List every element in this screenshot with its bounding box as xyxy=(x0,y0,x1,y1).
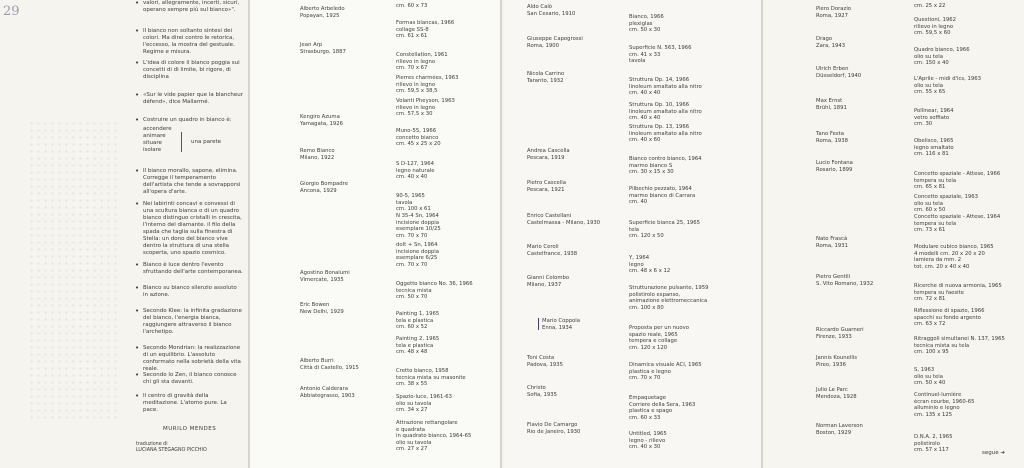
bullet-item: • valori, allegramente, incerti, sicuri, operano sempre più sul bianco»". xyxy=(135,0,240,13)
artist-entry: Pietro Gentili S. Vito Romano, 1932 xyxy=(816,274,874,287)
bullet-item: • Il bianco non soltanto sintesi dei colori. Ma direi contro le retorica, l'eccesso, la mostra del gestuale. Regime e misura. xyxy=(135,27,235,55)
bullet-item: • «Sur le vide papier que la blancheur défend», dice Mallarmé. xyxy=(135,91,243,105)
work-entry: Pilbechio pezzato, 1964 marmo bianco di Carrara cm. 40 xyxy=(629,186,696,206)
artist-entry: Antonio Calderara Abbiategrasso, 1903 xyxy=(300,386,355,399)
work-entry: D.N.A. 2, 1965 polistirolo cm. 57 x 117 xyxy=(914,434,953,454)
author-signature: MURILO MENDES xyxy=(163,426,217,432)
work-entry: Riflessione di spazio, 1966 spacchi su fondo argento cm. 63 x 72 xyxy=(914,308,985,328)
artist-entry: Alberto Burri Città di Castello, 1915 xyxy=(300,358,359,371)
artist-entry: Norman Laverson Boston, 1929 xyxy=(816,423,863,436)
work-entry: 90-5, 1965 tavola cm. 100 x 61 xyxy=(396,193,431,213)
work-entry: Pollinear, 1964 vetro soffiato cm. 30 xyxy=(914,108,954,128)
artist-entry: Remo Bianco Milano, 1922 xyxy=(300,148,335,161)
work-entry: S, 1963 olio su tela cm. 50 x 40 xyxy=(914,367,946,387)
work-entry: Y, 1964 legno cm. 48 x 6 x 12 xyxy=(629,255,671,275)
embossed-texture xyxy=(28,120,120,420)
work-entry: Formas blancas, 1966 collage SS-8 cm. 61 x 61 xyxy=(396,20,455,40)
bullet-item: • Nei labirinti concavi e convessi di una scultura bianca o di un quadro bianco distinguo cristalli in crescita, l'interno del diamante. il filo della spada che taglia sulla finestra di Stella: un dono del bianco vive dentro la struttura di una stella scoperta, uno spazio cosmico. xyxy=(135,200,242,256)
work-entry: Continuel-lumière écran courbe, 1960-65 alluminio e legno cm. 135 x 125 xyxy=(914,392,975,418)
build-verbs: accendere animare situare isolare xyxy=(143,126,172,153)
continue-label: segue ➔ xyxy=(982,450,1005,456)
work-entry: Ritraggoli simultanei N. 137, 1965 tecnica mista su tela cm. 100 x 95 xyxy=(914,336,1005,356)
artist-entry: Eric Bowen New Delhi, 1929 xyxy=(300,302,344,315)
arrow-right-icon: ➔ xyxy=(1000,450,1005,456)
artist-entry: Christo Sofia, 1935 xyxy=(527,385,558,398)
work-entry: L'Aprile - midi d'ics, 1963 olio su tela cm. 55 x 65 xyxy=(914,76,982,96)
panel-artists-c xyxy=(764,0,1024,468)
artist-entry: Agostino Bonalumi Vimercate, 1935 xyxy=(300,270,350,283)
work-entry: Strutturazione pulsante, 1959 polistirolo espanso, animazione elettromeccanica cm. 100 x 80 xyxy=(629,285,709,311)
work-entry: Quadro bianco, 1966 olio su tela cm. 150 x 40 xyxy=(914,47,970,67)
work-entry: Spazio-luce, 1961-63 olio su tavola cm. 34 x 27 xyxy=(396,394,452,414)
wall-note: una parete xyxy=(191,139,222,145)
bullet-item: • L'idea di colore il bianco poggia sui concetti di di limite, bi rigore, di disciplina xyxy=(135,59,240,80)
work-entry: Ricerche di nuova armonia, 1965 tempera su faesite cm. 72 x 81 xyxy=(914,283,1002,303)
artist-entry: Ulrich Erben Düsseldorf, 1940 xyxy=(816,66,862,79)
artist-entry: Kengiro Azuma Yamagata, 1926 xyxy=(300,114,343,127)
artist-entry: Max Ernst Brühl, 1891 xyxy=(816,98,847,111)
work-entry: Concetto spaziale, 1963 olio su tela cm. 60 x 50 xyxy=(914,194,978,214)
artist-entry: Julio Le Parc Mendoza, 1928 xyxy=(816,387,857,400)
artist-entry: Mario Coppola Enna, 1934 xyxy=(542,318,581,331)
work-entry: cm. 60 x 73 xyxy=(396,3,428,9)
work-entry: Questioni, 1962 rilievo in legno cm. 59,5 x 60 xyxy=(914,17,957,37)
bullet-item: • Secondo lo Zen, il bianco conosce chi gli sta davanti. xyxy=(135,371,237,385)
work-entry: Constellation, 1961 rilievo in legno cm. 70 x 67 xyxy=(396,52,448,72)
margin-mark xyxy=(538,318,539,330)
work-entry: Bianco, 1966 plexiglas cm. 50 x 30 xyxy=(629,14,664,34)
work-entry: Attrazione rettangolare e quadrata in quadrato bianco, 1964-65 olio su tavola cm. 27 x 27 xyxy=(396,420,472,453)
panel-artists-b xyxy=(503,0,761,468)
work-entry: Untitled, 1965 legno - rilievo cm. 40 x 30 xyxy=(629,431,667,451)
artist-entry: Enrico Castellani Castelmassa - Milano, 1930 xyxy=(527,213,601,226)
work-entry: Superficie bianca 25, 1965 tela cm. 120 x 50 xyxy=(629,220,701,240)
panel-divider xyxy=(761,0,763,468)
artist-entry: Aldo Calò San Cesario, 1910 xyxy=(527,4,576,17)
artist-entry: Gianni Colombo Milano, 1937 xyxy=(527,275,570,288)
work-entry: Cretto bianco, 1958 tecnica mista su masonite cm. 38 x 55 xyxy=(396,368,466,388)
bullet-item: • Bianco su bianco silenzio assoluto in azione. xyxy=(135,284,237,298)
artist-entry: Nicola Carrino Taranto, 1932 xyxy=(527,71,565,84)
work-entry: Volanti Pheyson, 1963 rilievo in legno cm. 57,5 x 30 xyxy=(396,98,455,118)
artist-entry: Nato Frascà Roma, 1931 xyxy=(816,236,848,249)
work-entry: Struttura Op. 10, 1966 linoleum smaltato alla nitro cm. 40 x 40 xyxy=(629,102,702,122)
work-entry: S D-127, 1964 legno naturale cm. 40 x 40 xyxy=(396,161,435,181)
work-entry: Dinamica visuale ACI, 1965 plastica e legno cm. 70 x 70 xyxy=(629,362,702,382)
artist-entry: Toni Costa Padova, 1935 xyxy=(527,355,564,368)
artist-entry: Riccardo Guarneri Firenze, 1933 xyxy=(816,327,864,340)
work-entry: Concetto spaziale - Attese, 1966 tempera su tela cm. 65 x 81 xyxy=(914,171,1001,191)
artist-entry: Lucio Fontana Rosario, 1899 xyxy=(816,160,853,173)
work-entry: Pierres charmées, 1963 rilievo in legno cm. 59,5 x 38,5 xyxy=(396,75,459,95)
bullet-item: • Il bianco morallo, sapone, elimina. Corregge il temperamento dell'artista che tende a sovrapporsi all'opera d'arte. xyxy=(135,167,241,195)
panel-intro xyxy=(0,0,248,468)
work-entry: Superficie N. 563, 1966 cm. 41 x 33 tavola xyxy=(629,45,692,65)
translation-credit: traduzione di LUCIANA STEGAGNO PICCHIO xyxy=(136,442,207,453)
bullet-item: • Secondo Mondrian: la realizzazione di un equilibrio. L'assoluto conformato nella sobrietà della vita reale. xyxy=(135,344,241,372)
work-entry: Oggetto bianco No. 36, 1966 tecnica mista cm. 50 x 70 xyxy=(396,281,473,301)
bullet-item: • Bianco è luce dentro l'evento sfruttando dell'arte contemporanea. xyxy=(135,261,243,275)
artist-entry: Piero Dorazio Roma, 1927 xyxy=(816,6,852,19)
bullet-item: • Il centro di gravità della meditazione. L'atomo pure. La pace. xyxy=(135,392,227,413)
panel-divider xyxy=(500,0,502,468)
artist-entry: Giuseppe Capogrossi Roma, 1900 xyxy=(527,36,583,49)
work-entry: Painting 1, 1965 tela e plastica cm. 60 x 52 xyxy=(396,311,440,331)
work-entry: Modulare cubico bianco, 1965 4 modelli cm. 20 x 20 x 20 lamiera da mm. 2 tot. cm. 20 x 40 x 40 xyxy=(914,244,994,270)
artist-entry: Jean Arp Strasburgo, 1887 xyxy=(300,42,346,55)
work-entry: Struttura Op. 14, 1966 linoleum smaltato alla nitro cm. 40 x 40 xyxy=(629,77,702,97)
panel-artists-a xyxy=(250,0,500,468)
work-entry: Struttura Op. 13, 1966 linoleum smaltato alla nitro cm. 40 x 60 xyxy=(629,124,702,144)
brace-mark xyxy=(181,132,184,152)
bullet-item: • Secondo Klee: la infinita gradazione del bianco, l'energia bianca, raggiungere attraverso il bianco l'archetipo. xyxy=(135,307,242,335)
bullet-item: • Costruire un quadro in bianco è: xyxy=(135,116,232,124)
work-entry: Muno-55, 1966 concetto bianco cm. 45 x 25 x 20 xyxy=(396,128,441,148)
work-entry: Bianco contro bianco, 1964 marmo bianco S cm. 30 x 15 x 30 xyxy=(629,156,702,176)
work-entry: Concetto spaziale - Attese, 1964 tempera su tela cm. 73 x 61 xyxy=(914,214,1001,234)
artist-entry: Tano Festa Roma, 1938 xyxy=(816,131,848,144)
artist-entry: Pietro Cascella Pescara, 1921 xyxy=(527,180,566,193)
artist-entry: Andrea Cascella Pescara, 1919 xyxy=(527,148,570,161)
page-number: 29 xyxy=(3,4,20,19)
work-entry: Empaquetage Corriere della Sera, 1963 plastica e spago cm. 60 x 33 xyxy=(629,395,696,421)
work-entry: N 35-4 Sn, 1964 incisione doppia esemplare 10/25 cm. 70 x 70 xyxy=(396,213,441,239)
artist-entry: Drago Zara, 1943 xyxy=(816,36,846,49)
work-entry: cm. 25 x 22 xyxy=(914,3,946,9)
artist-entry: Alberto Arbeledo Popayan, 1925 xyxy=(300,6,345,19)
artist-entry: Jannis Kounellis Pireo, 1936 xyxy=(816,355,858,368)
artist-entry: Giorgio Bompadre Ancona, 1929 xyxy=(300,181,348,194)
work-entry: dolt + Sn, 1964 incisione doppia esemplare 6/25 cm. 70 x 70 xyxy=(396,242,440,268)
work-entry: Proposta per un nuovo spazio reale, 1965 tempera e collage cm. 120 x 120 xyxy=(629,325,689,351)
work-entry: Painting 2, 1965 tela e plastica cm. 48 x 48 xyxy=(396,336,440,356)
work-entry: Obelisco, 1965 legno smaltato cm. 116 x 81 xyxy=(914,138,954,158)
artist-entry: Mario Ceroli Castelfrance, 1938 xyxy=(527,244,578,257)
artist-entry: Flavio De Camargo Rio de Janeiro, 1930 xyxy=(527,422,581,435)
